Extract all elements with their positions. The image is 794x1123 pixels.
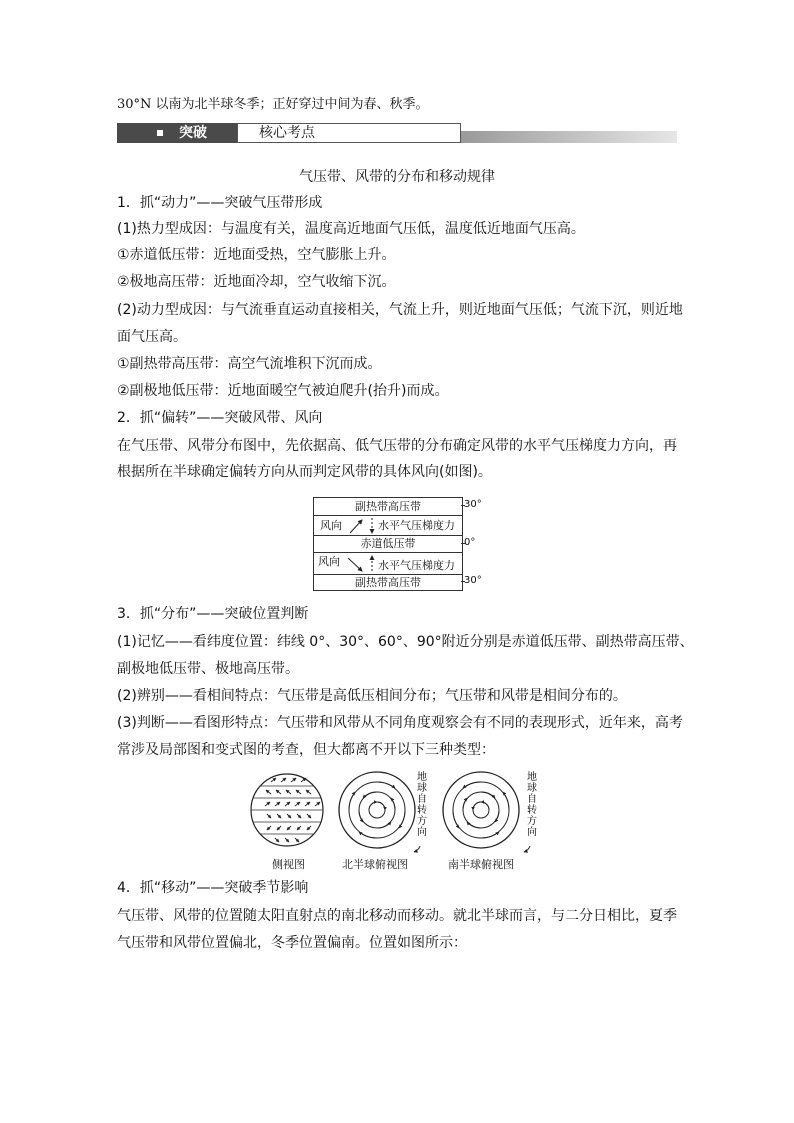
section-tag-bg bbox=[117, 123, 237, 143]
heading-1: 1．抓“动力”——突破气压带形成 bbox=[117, 195, 323, 211]
belt-row-subtropical-high: 副热带高压带 bbox=[355, 500, 421, 513]
wind-direction-label: 风向 bbox=[318, 555, 340, 568]
belt-row-subtropical-high: 副热带高压带 bbox=[355, 576, 421, 589]
north-view-caption: 北半球俯视图 bbox=[342, 858, 408, 871]
paragraph: 气压带和风带位置偏北，冬季位置偏南。位置如图所示： bbox=[117, 935, 467, 951]
paragraph: ②极地高压带：近地面冷却，空气收缩下沉。 bbox=[117, 274, 396, 290]
belt-row-equatorial-low: 赤道低压带 bbox=[360, 537, 416, 550]
paragraph: 在气压带、风带分布图中，先依据高、低气压带的分布确定风带的水平气压梯度力方向，再 bbox=[117, 438, 677, 454]
rotation-label-north: 地球自转方向 bbox=[417, 772, 427, 838]
paragraph: 常涉及局部图和变式图的考查，但大都离不开以下三种类型： bbox=[117, 742, 495, 758]
pressure-gradient-label: 水平气压梯度力 bbox=[378, 519, 455, 532]
intro-line: 30°N 以南为北半球冬季；正好穿过中间为春、秋季。 bbox=[117, 97, 429, 112]
paragraph: 气压带、风带的位置随太阳直射点的南北移动而移动。就北半球而言，与二分日相比，夏季 bbox=[117, 908, 677, 924]
paragraph: (1)记忆——看纬度位置：纬线 0°、30°、60°、90°附近分别是赤道低压带、副热带高压带、 bbox=[117, 634, 694, 650]
square-bullet-icon bbox=[157, 130, 163, 136]
pressure-gradient-label: 水平气压梯度力 bbox=[378, 559, 455, 572]
south-view-caption: 南半球俯视图 bbox=[448, 858, 514, 871]
rotation-arrow bbox=[524, 846, 530, 852]
paragraph: ①赤道低压带：近地面受热，空气膨胀上升。 bbox=[117, 247, 396, 263]
southern-view-globe bbox=[443, 772, 519, 848]
side-view-caption: 侧视图 bbox=[272, 858, 305, 871]
section-divider bbox=[461, 131, 677, 143]
topic-title: 气压带、风带的分布和移动规律 bbox=[299, 169, 495, 185]
paragraph: 副极地低压带、极地高压带。 bbox=[117, 661, 299, 677]
wind-arrow bbox=[348, 558, 362, 571]
paragraph: (2)辨别——看相间特点：气压带是高低压相间分布；气压带和风带是相间分布的。 bbox=[117, 688, 627, 704]
latitude-label: 30° bbox=[464, 575, 482, 586]
wind-arrow bbox=[350, 520, 362, 533]
northern-view-globe bbox=[339, 772, 415, 848]
belt-diagram bbox=[313, 497, 463, 591]
section-header bbox=[117, 123, 677, 143]
paragraph: (3)判断——看图形特点：气压带和风带从不同角度观察会有不同的表现形式，近年来，高考 bbox=[117, 715, 683, 731]
paragraph: ①副热带高压带：高空气流堆积下沉而成。 bbox=[117, 356, 382, 372]
rotation-arrow bbox=[414, 846, 420, 852]
paragraph: 根据所在半球确定偏转方向从而判定风带的具体风向(如图)。 bbox=[117, 464, 492, 480]
heading-2: 2．抓“偏转”——突破风带、风向 bbox=[117, 410, 323, 426]
rotation-label-south: 地球自转方向 bbox=[527, 772, 537, 838]
paragraph: ②副极地低压带：近地面暖空气被迫爬升(抬升)而成。 bbox=[117, 383, 449, 399]
section-tag: 突破 bbox=[179, 125, 207, 141]
heading-4: 4．抓“移动”——突破季节影响 bbox=[117, 880, 309, 896]
belt-arrows bbox=[314, 498, 462, 590]
heading-3: 3．抓“分布”——突破位置判断 bbox=[117, 606, 309, 622]
paragraph: 面气压高。 bbox=[117, 329, 187, 345]
latitude-label: 30° bbox=[464, 499, 482, 510]
section-title: 核心考点 bbox=[259, 125, 315, 141]
paragraph: (2)动力型成因：与气流垂直运动直接相关，气流上升，则近地面气压低；气流下沉，则近地 bbox=[117, 302, 683, 318]
side-view-globe bbox=[245, 774, 329, 846]
wind-direction-label: 风向 bbox=[320, 519, 342, 532]
paragraph: (1)热力型成因：与温度有关，温度高近地面气压低，温度低近地面气压高。 bbox=[117, 221, 585, 237]
latitude-label: 0° bbox=[464, 537, 476, 548]
